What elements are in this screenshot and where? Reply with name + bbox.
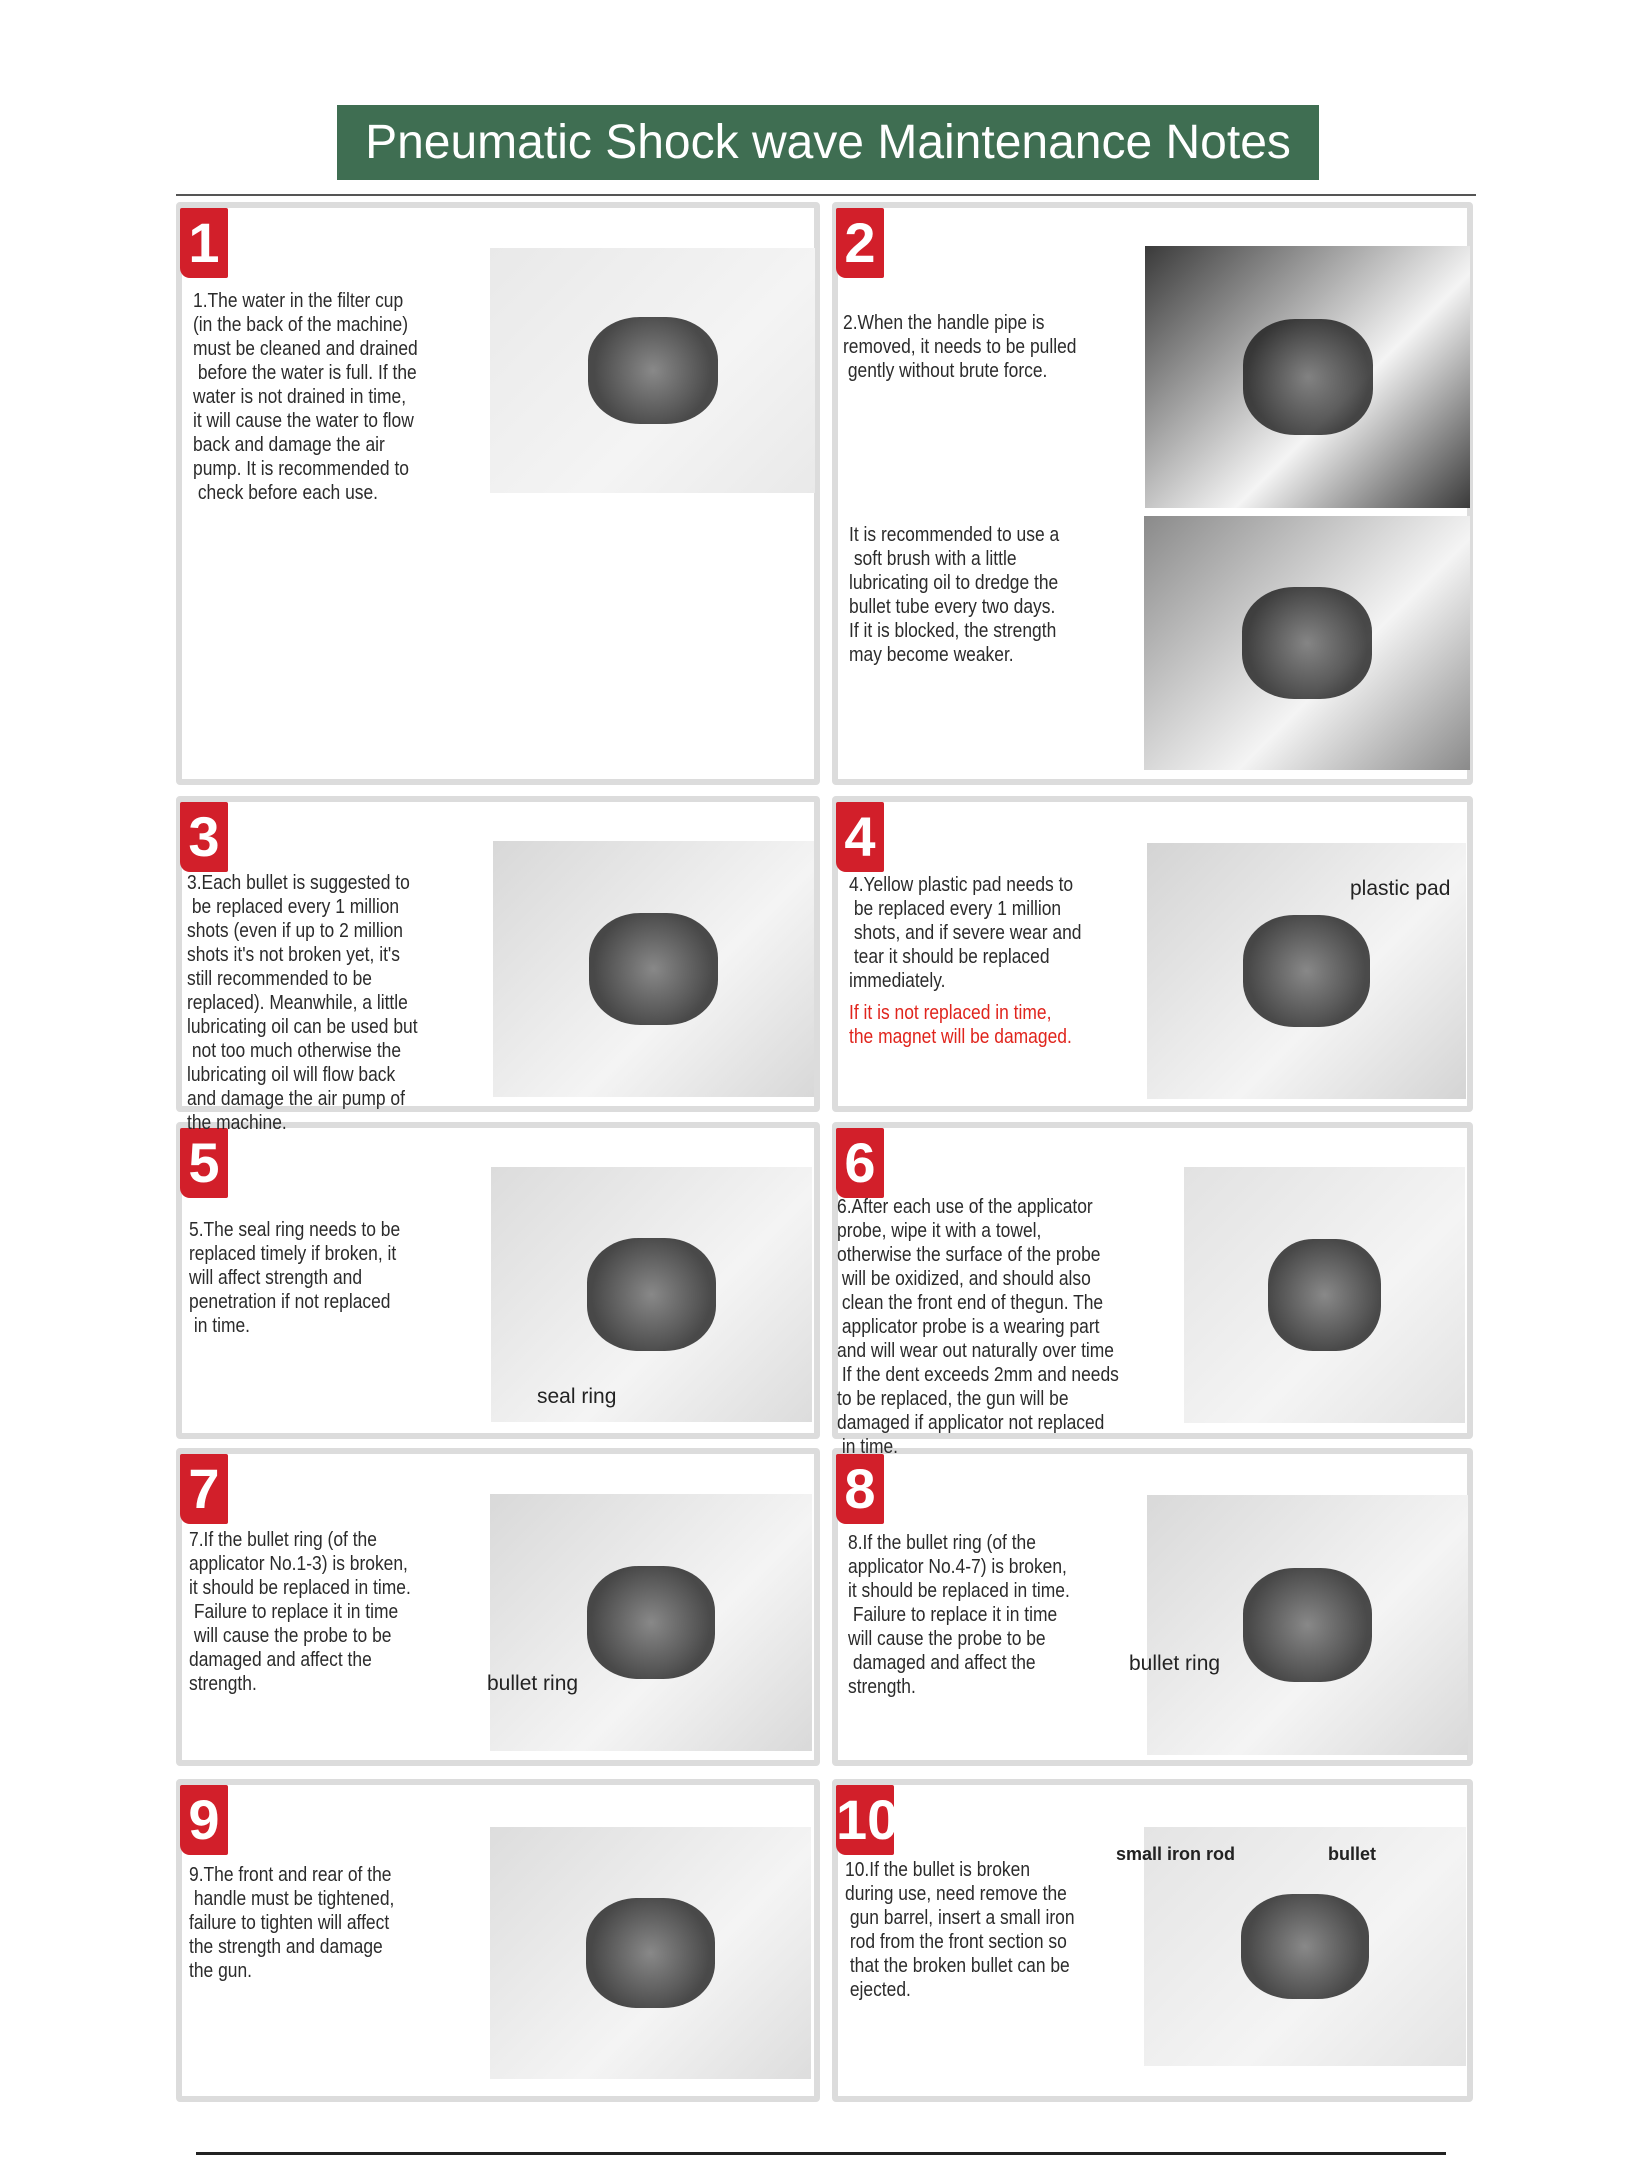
top-divider <box>176 194 1476 196</box>
bullet-tube-photo <box>1144 516 1470 770</box>
product-shape <box>1243 915 1371 1028</box>
product-shape <box>1243 1568 1371 1682</box>
filter-cup-photo <box>490 248 815 493</box>
page-title: Pneumatic Shock wave Maintenance Notes <box>365 116 1291 169</box>
warning-text: If it is not replaced in time, the magnet will be damaged. <box>849 1001 1072 1048</box>
step-number-badge: 8 <box>836 1454 884 1524</box>
step-number-badge: 6 <box>836 1128 884 1198</box>
note-text: 5.The seal ring needs to be replaced timely if broken, it will affect strength and penetration if not replaced in time. <box>189 1218 401 1337</box>
callout-label: bullet ring <box>1129 1652 1221 1675</box>
step-number-badge: 10 <box>836 1785 894 1855</box>
step-number-badge: 7 <box>180 1454 228 1524</box>
bullet-ring-photo-1 <box>490 1494 812 1751</box>
callout-label: plastic pad <box>1350 877 1451 900</box>
product-shape <box>589 913 717 1026</box>
note-text: 1.The water in the filter cup (in the back of the machine) must be cleaned and drained before the water is full. If the water is not drained in time, it will cause the water to flow back and damage the air pump. It is recommended to check before each use. <box>193 289 418 504</box>
oil-bottle-photo <box>493 841 814 1097</box>
product-shape <box>1243 319 1373 434</box>
seal-ring-photo <box>491 1167 812 1422</box>
note-text: 7.If the bullet ring (of the applicator No.1-3) is broken, it should be replaced in time. Failure to replace it in time will cause the probe to be damaged and affect the strength. <box>189 1528 411 1695</box>
machine-back-photo <box>1145 246 1470 508</box>
step-number-badge: 4 <box>836 802 884 872</box>
product-shape <box>587 1566 716 1679</box>
note-text: 2.When the handle pipe is removed, it needs to be pulled gently without brute force. <box>843 311 1077 382</box>
step-number-badge: 3 <box>180 802 228 872</box>
product-shape <box>1241 1894 1370 1999</box>
note-text: 6.After each use of the applicator probe, wipe it with a towel, otherwise the surface of the probe will be oxidized, and should also clean the front end of thegun. The applicator probe is a wearing part and will wear out naturally over time If the dent exceeds 2mm and needs to be replaced, the gun will be damaged if applicator not replaced in time. <box>837 1195 1119 1458</box>
callout-label: small iron rod <box>1116 1844 1236 1864</box>
note-text: 10.If the bullet is broken during use, need remove the gun barrel, insert a small iron rod from the front section so that the broken bullet can be ejected. <box>845 1858 1075 2001</box>
note-text: It is recommended to use a soft brush with a little lubricating oil to dredge the bullet tube every two days. If it is blocked, the strength may become weaker. <box>849 523 1060 666</box>
bullet-ring-photo-2 <box>1147 1495 1468 1755</box>
product-shape <box>586 1898 714 2009</box>
applicator-probes-photo <box>1184 1167 1465 1423</box>
callout-label: bullet <box>1328 1844 1376 1864</box>
callout-label: seal ring <box>537 1385 617 1408</box>
product-shape <box>588 317 718 425</box>
note-text: 9.The front and rear of the handle must be tightened, failure to tighten will affect the strength and damage the gun. <box>189 1863 395 1982</box>
step-number-badge: 2 <box>836 208 884 278</box>
product-shape <box>587 1238 715 1350</box>
handle-photo <box>490 1827 811 2079</box>
bottom-divider <box>196 2152 1446 2155</box>
note-text: 3.Each bullet is suggested to be replaced every 1 million shots (even if up to 2 million shots it's not broken yet, it's still recommended to be replaced). Meanwhile, a little lubricating oil can be used but not too much otherwise the lubricating oil will flow back and damage the air pump of the machine. <box>187 871 418 1134</box>
step-number-badge: 5 <box>180 1128 228 1198</box>
step-number-badge: 1 <box>180 208 228 278</box>
product-shape <box>1242 587 1372 699</box>
note-text: 8.If the bullet ring (of the applicator No.4-7) is broken, it should be replaced in time. Failure to replace it in time will cause the probe to be damaged and affect the strength. <box>848 1531 1070 1698</box>
callout-label: bullet ring <box>487 1672 579 1695</box>
note-text: 4.Yellow plastic pad needs to be replaced every 1 million shots, and if severe wear and tear it should be replaced immediately. <box>849 873 1082 992</box>
step-number-badge: 9 <box>180 1785 228 1855</box>
product-shape <box>1268 1239 1380 1352</box>
